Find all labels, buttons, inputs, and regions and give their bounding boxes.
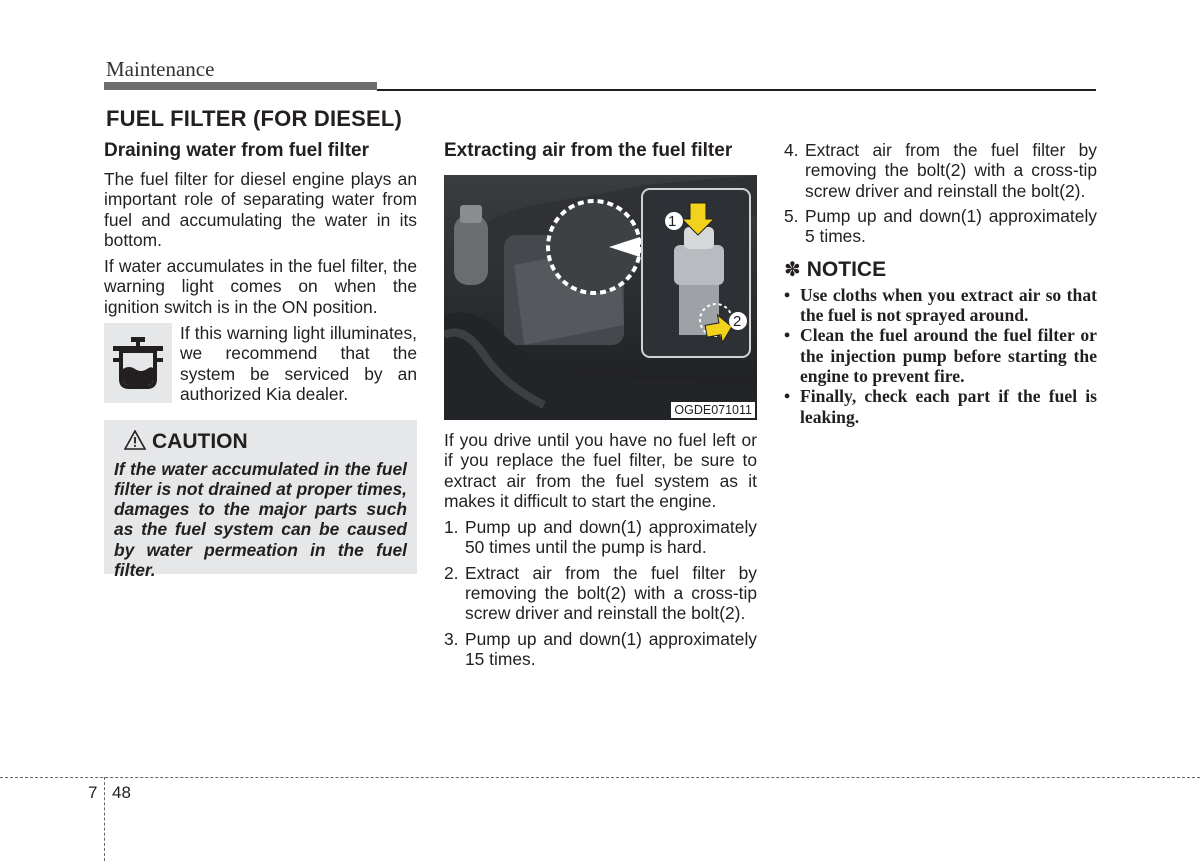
list-item: • Use cloths when you extract air so that the fuel is not sprayed around. [784,284,1097,326]
water-in-fuel-warning-icon [104,323,172,403]
warning-triangle-icon [124,430,146,454]
extracting-heading: Extracting air from the fuel filter [444,140,733,161]
warning-light-text: If this warning light illuminates, we recommend that the system be serviced by an authorized Kia dealer. [180,323,417,404]
steps-list-1 [444,517,757,669]
notice-star-icon: ✽ [784,259,801,282]
draining-heading: Draining water from fuel filter [104,140,369,161]
page-number: 48 [112,783,131,802]
extracting-intro: If you drive until you have no fuel left or if you replace the fuel filter, be sure to extract air from the fuel system as it makes it difficult to start the engine. [444,430,757,511]
column-left [104,140,417,581]
list-item: 4. Extract air from the fuel filter by removing the bolt(2) with a cross-tip screw driver and reinstall the bolt(2). [784,140,1097,201]
list-item: 5. Pump up and down(1) approximately 5 times. [784,205,1097,247]
caution-header [124,430,407,454]
notice-header [784,260,1097,280]
footer-divider [0,777,1200,778]
draining-paragraph-2: If water accumulates in the fuel filter, the warning light comes on when the ignition switch is in the ON position. [104,256,417,317]
photo-code: OGDE071011 [671,402,755,418]
steps-list-2 [784,140,1097,246]
list-item: 3. Pump up and down(1) approximately 15 times. [444,628,757,669]
notice-title: NOTICE [806,258,887,282]
list-item: • Clean the fuel around the fuel filter or the injection pump before starting the engine to prevent fire. [784,325,1097,386]
caution-box [104,420,417,581]
header-rule [377,89,1096,91]
engine-bay-photo [444,175,757,420]
page-title: FUEL FILTER (FOR DIESEL) [106,106,403,131]
header-bar [104,82,377,90]
column-middle [444,140,757,674]
caution-title: CAUTION [152,430,248,454]
chapter-number: 7 [88,783,98,802]
warning-light-row [104,323,417,404]
list-item: • Finally, check each part if the fuel is leaking. [784,386,1097,427]
notice-list [784,285,1097,427]
list-item: 2. Extract air from the fuel filter by removing the bolt(2) with a cross-tip screw driver and reinstall the bolt(2). [444,562,757,624]
callout-2-label: 2 [733,313,742,330]
callout-1-label: 1 [668,213,677,230]
list-item: 1. Pump up and down(1) approximately 50 times until the pump is hard. [444,517,757,558]
section-label: Maintenance [106,57,215,81]
column-right [784,140,1097,427]
footer-vertical-divider [104,777,105,861]
caution-body: If the water accumulated in the fuel filter is not drained at proper times, damages to the major parts such as the fuel system can be caused by water permeation in the fuel filter. [114,458,407,581]
draining-paragraph-1: The fuel filter for diesel engine plays an important role of separating water from fuel and accumulating the water in its bottom. [104,169,417,250]
